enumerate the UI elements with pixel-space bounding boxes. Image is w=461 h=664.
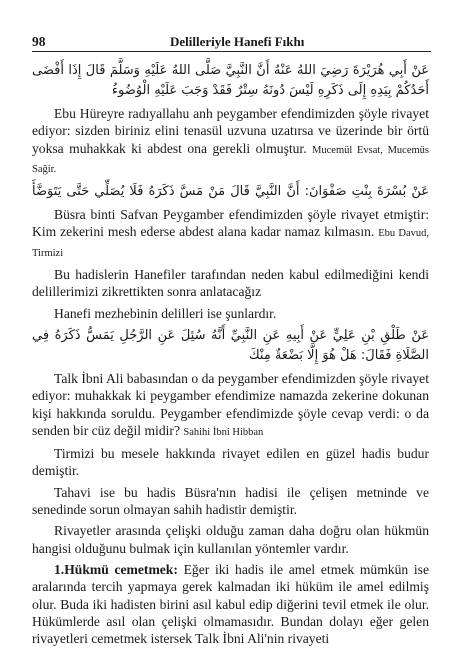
paragraph: Tirmizi bu mesele hakkında rivayet edilen en güzel hadis budur demiştir.	[32, 446, 429, 479]
paragraph-translation-2	[32, 206, 429, 262]
arabic-line: عَنْ طَلْقِ بْنِ عَلِيٍّ عَنْ أَبِيهِ عَنِ النَّبِيِّ أَنَّهُ سُئِلَ عَنِ الرَّجُلِ يَمَسُّ ذَكَرَهُ فِي	[32, 327, 429, 343]
paragraph-text: Eğer iki hadis ile amel etmek mümkün ise aralarında tercih yapmaya gerek kalmadan iki hüküm ile amel edilmiş olur. Buda iki hadisten birini asıl kabul edip diğerini tevil etmek ile olur. Hükümlerde asıl olan çelişki olmamasıdır. Bundan dolayı eğer gelen rivayetleri cemetmek istersek Talk İbni Ali'nin rivayeti	[32, 561, 429, 647]
arabic-hadith-2	[32, 182, 429, 202]
paragraph-text: Büsra binti Safvan Peygamber efendimizden şöyle rivayet etmiştir: Kim zekerini mesh ederse abdest alana kadar namaz kılmasın.	[32, 207, 429, 240]
paragraph-text: Talk İbni Ali babasından o da peygamber efendimizden şöyle rivayet ediyor: muhakkak ki peygamber efendimize namazda zekerine dokunan kişi hakkında soruldu. Peygamber efendimizde şöyle cevap verdi: o da senden bir cüz değil midir?	[32, 370, 429, 438]
source-citation: Ebu Davud, Tirmizi	[32, 228, 429, 259]
paragraph-translation-3	[32, 370, 429, 441]
source-citation: Mucemül Evsat, Mucemüs Sağir.	[32, 144, 429, 175]
arabic-hadith-1	[32, 61, 429, 101]
arabic-line: عَنْ أَبِي هُرَيْرَةَ رَضِيَ اللهُ عَنْهُ أَنَّ النَّبِيَّ صَلَّى اللهُ عَلَيْهِ وَسَلَّمَ قَالَ إِذَا أَفْضَى	[32, 63, 429, 78]
paragraph: Bu hadislerin Hanefiler tarafından neden kabul edilmediğini kendi delillerimizi zikrettikten sonra anlatacağız	[32, 267, 429, 300]
arabic-hadith-3	[32, 326, 429, 366]
bold-heading: 1.Hükmü cemetmek:	[54, 561, 178, 577]
paragraph-text: Ebu Hüreyre radıyallahu anh peygamber efendimizden şöyle rivayet ediyor: sizden biriniz elini tenasül uzvuna uzatırsa ve üzerinde bir örtü yoksa muhakkak ki abdest ona gerekli olmuştur.	[32, 106, 429, 156]
paragraph: Rivayetler arasında çelişki olduğu zaman daha doğru olan hükmün hangisi olduğunu bulmak için kullanılan yöntemler vardır.	[32, 523, 429, 556]
header-rule	[32, 51, 431, 52]
paragraph-translation-1	[32, 105, 429, 178]
running-title: Delilleriyle Hanefi Fıkhı	[170, 34, 305, 49]
paragraph-method-1	[32, 561, 429, 647]
arabic-line: عَنْ بُسْرَةَ بِنْتِ صَفْوَانَ: أَنَّ النَّبِيَّ قَالَ مَنْ مَسَّ ذَكَرَهُ فَلَا يُصَلِّي حَتَّى يَتَوَضَّأَ	[32, 184, 429, 200]
paragraph: Tahavi ise bu hadis Büsra'nın hadisi ile çelişen metninde ve senedinde sorun olmayan sahih hadistir demiştir.	[32, 484, 429, 518]
arabic-line: الصَّلَاةِ فَقَالَ: هَلْ هُوَ إِلَّا بَضْعَةٌ مِنْكَ	[248, 347, 429, 363]
page-number: 98	[32, 34, 46, 49]
arabic-line: أَحَدُكُمْ بِيَدِهِ إِلَى ذَكَرِهِ لَيْسَ دُونَهُ سِتْرٌ فَقَدْ وَجَبَ عَلَيْهِ الْوُضُوءُ	[111, 83, 429, 98]
page-header	[32, 32, 429, 50]
source-citation: Sahihi İbni Hibban	[183, 426, 264, 438]
paragraph: Hanefi mezhebinin delilleri ise şunlardır.	[54, 305, 277, 321]
